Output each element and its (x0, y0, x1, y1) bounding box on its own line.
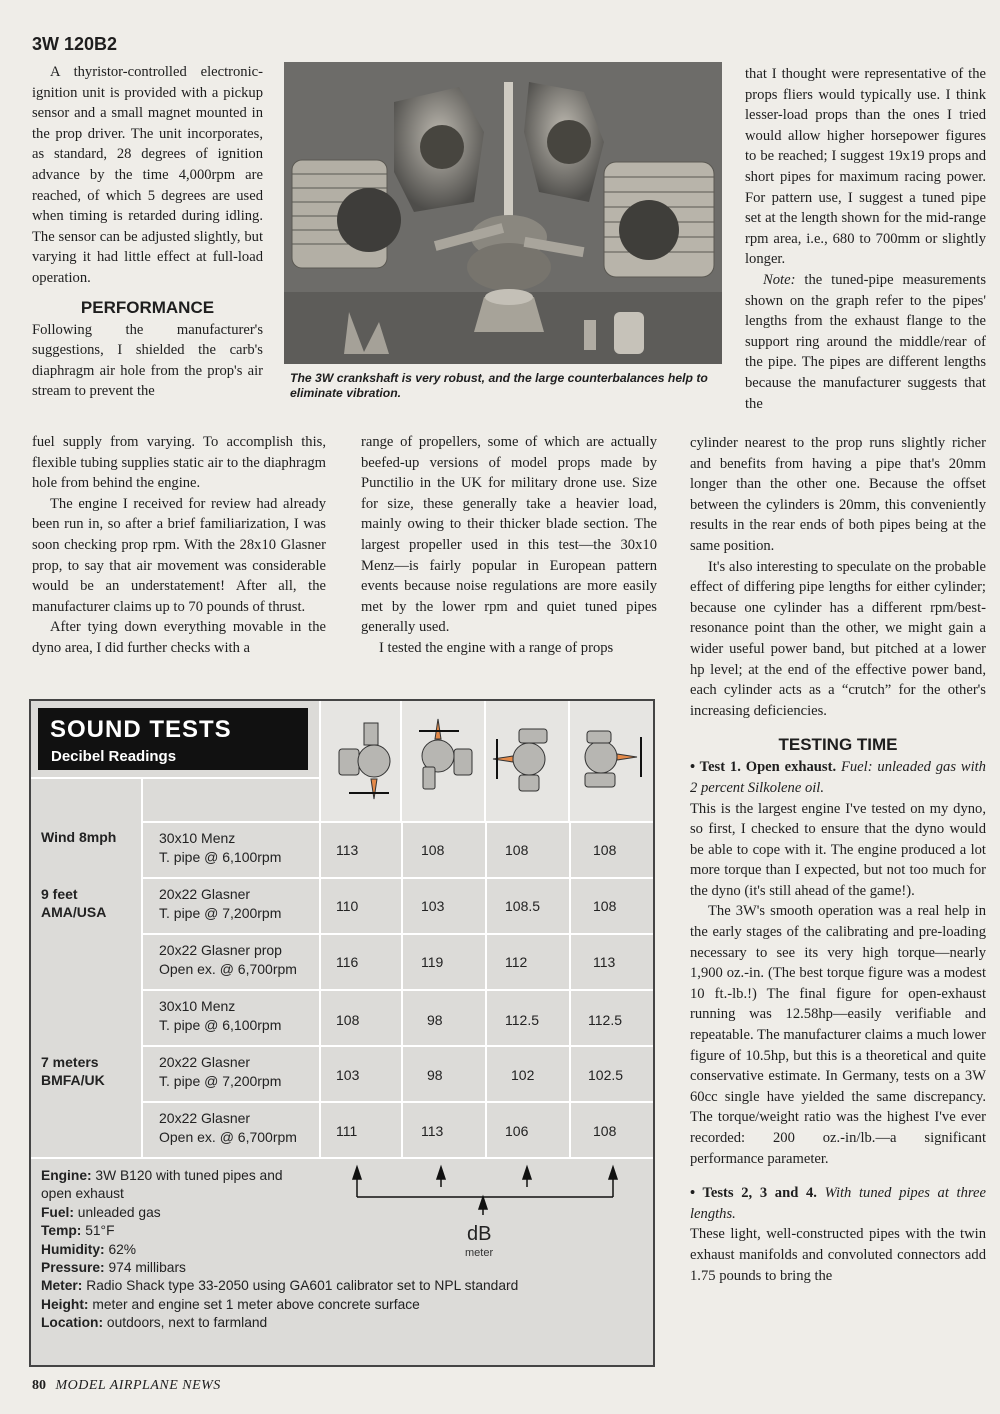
meter-label: meter (465, 1247, 494, 1259)
db-value: 111 (336, 1123, 358, 1139)
table-divider (141, 777, 143, 1157)
page-header: 3W 120B2 (32, 34, 118, 54)
sound-tests-table (29, 699, 655, 1367)
db-value: 98 (427, 1012, 443, 1028)
table-divider (141, 877, 653, 879)
paragraph: A thyristor-controlled electronic-ignition unit is provided with a pickup sensor and a small magnet mounted in the prop driver. The unit incorporates, as standard, 28 degrees of ignition advance by the time 4,000rpm are reached, of which 5 degrees are used when timing is retarded during idling. The sensor can be adjusted slightly, but varying it had little effect at full-load operation. (32, 64, 263, 286)
prop-config: 20x22 Glasner Open ex. @ 6,700rpm (159, 1110, 297, 1145)
paragraph: cylinder nearest to the prop runs slightly richer and benefits from having a pipe that's 20mm longer than the other one. Because the offset between the cylinders is 20mm, this conveniently results in the rear ends of both pipes being at the same position. (690, 435, 986, 554)
db-value: 108 (593, 842, 617, 858)
paragraph: The engine I received for review had already been run in, so after a brief familiarization, I was soon checking prop rpm. With the 28x10 Glasner prop, to say that air movement was considerable would be an understatement! After all, the manufacturer claims up to 70 pounds of thrust. (32, 495, 326, 615)
paragraph: The 3W's smooth operation was a real help in the early stages of the calibrating and pre-loading necessary to see its very high torque—nearly 1,900 oz.-in. (The best torque figure was a modest 10 ft.-lb.!) The final figure for open-exhaust running was 12.58hp—easily verifiable and repeatable. The manufacturer claims a much lower figure of 10.5hp, but this is a theoretical and quite conservative estimate. In Germany, tests on a 3W 60cc single have yielded the same discrepancy. The torque/weight ratio was the highest I've ever recorded: 200 oz.-in/lb.—a significant performance parameter. (690, 903, 986, 1167)
table-divider (141, 933, 653, 935)
db-value: 108.5 (505, 898, 541, 914)
prop-config: 20x22 Glasner T. pipe @ 7,200rpm (159, 1054, 282, 1089)
sound-tests-title-block (38, 708, 308, 770)
prop-config: 20x22 Glasner prop Open ex. @ 6,700rpm (159, 942, 297, 977)
prop-config: 30x10 Menz T. pipe @ 6,100rpm (159, 830, 282, 865)
db-value: 103 (421, 898, 445, 914)
test2-heading: • Tests 2, 3 and 4. (690, 1185, 817, 1202)
col3-bottom (690, 433, 986, 1286)
col1-bottom (32, 432, 326, 659)
paragraph: I tested the engine with a range of props (379, 639, 614, 656)
engine-position-header (319, 701, 653, 821)
db-value: 110 (336, 898, 359, 914)
paragraph: After tying down everything movable in the dyno area, I did further checks with a (32, 619, 326, 656)
db-value: 108 (593, 898, 617, 914)
paragraph: It's also interesting to speculate on the probable effect of differing pipe lengths for either cylinder; because one cylinder has a different rpm/best-resonance point than the other, we might gain a wider useful power band, but pitched at a lower hp level; at the end of the effective power band, each cylinder acts as a “crutch” for the other's increasing deficiencies. (690, 558, 986, 719)
paragraph: These light, well-constructed pipes with the twin exhaust manifolds and convoluted connectors add 1.75 pounds to bring the (690, 1226, 986, 1284)
db-value: 108 (421, 842, 445, 858)
db-label: dB (467, 1223, 492, 1245)
prop-config: 30x10 Menz T. pipe @ 6,100rpm (159, 998, 282, 1033)
db-value: 108 (505, 842, 529, 858)
engine-icon-4 (585, 731, 641, 787)
db-value: 112.5 (505, 1012, 539, 1028)
magazine-name: MODEL AIRPLANE NEWS (55, 1378, 221, 1393)
table-divider (31, 1157, 653, 1159)
table-divider (319, 701, 321, 1157)
table-divider (141, 1045, 653, 1047)
db-value: 113 (421, 1123, 444, 1139)
test1-heading: • Test 1. Open exhaust. (690, 759, 837, 776)
db-value: 113 (593, 954, 616, 970)
db-value: 112 (505, 954, 528, 970)
table-divider (141, 821, 653, 823)
table-divider (31, 777, 319, 779)
location-label: 7 meters BMFA/UK (41, 1054, 105, 1088)
db-value: 103 (336, 1067, 360, 1083)
engine-icon-2 (419, 719, 472, 789)
db-value: 98 (427, 1067, 443, 1083)
test2-subtitle: With tuned pipes at three lengths. (690, 1185, 986, 1222)
test1-fuel: Fuel: unleaded gas with 2 percent Silkolene oil. (690, 759, 986, 796)
db-value: 102.5 (588, 1067, 624, 1083)
db-value: 112.5 (588, 1012, 622, 1028)
photo-caption: The 3W crankshaft is very robust, and the large counterbalances help to eliminate vibration. (290, 371, 708, 400)
page-number: 80 (32, 1378, 46, 1393)
paragraph: that I thought were representative of the props fliers would typically use. I think lesser-load props than the ones I tried would allow higher horsepower figures to be reached; I suggest 19x19 props and short pipes for maximum racing power. For pattern use, I suggest a tuned pipe set at the length shown for the mid-range rpm area, i.e., 680 to 700mm or slightly longer. (745, 66, 986, 268)
paragraph: range of propellers, some of which are actually beefed-up versions of model props made by Punctilio in the UK for military drone use. Size for size, these generally take a heavier load, mainly owing to their thicker blade section. The largest propeller used in this test—the 30x10 Menz—is fairly popular in European pattern events because noise regulations are more easily met by the lower rpm and quiet tuned pipes generally used. (361, 434, 657, 636)
engine-icon-3 (493, 729, 547, 791)
table-divider (141, 989, 653, 991)
sound-tests-subtitle: Decibel Readings (51, 748, 177, 765)
paragraph: This is the largest engine I've tested on my dyno, so first, I checked to ensure that the dyno would be able to cope with it. The engine produced a lot more torque than I expected, but not too much for the dyno (it's still ahead of the game!). (690, 800, 986, 899)
page-footer (32, 1378, 221, 1394)
paragraph: Following the manufacturer's suggestions, I shielded the carb's diaphragm air hole from the prop's air stream to prevent the (32, 321, 263, 400)
db-value: 108 (336, 1012, 360, 1028)
db-value: 106 (505, 1123, 529, 1139)
db-value: 102 (511, 1067, 535, 1083)
db-value: 116 (336, 954, 359, 970)
location-label: Wind 8mph (41, 829, 117, 845)
paragraph: fuel supply from varying. To accomplish this, flexible tubing supplies static air to the diaphragm hole from behind the engine. (32, 434, 326, 492)
col3-top (745, 64, 986, 414)
engine-icon-1 (339, 723, 390, 799)
location-label: 9 feet AMA/USA (41, 886, 107, 920)
note-text: the tuned-pipe measurements shown on the graph refer to the pipes' lengths from the exhaust flange to the support ring around the middle/rear of the pipe. The pipes are different lengths because the manufacturer suggests that the (745, 271, 986, 412)
performance-heading: PERFORMANCE (80, 297, 215, 317)
prop-config: 20x22 Glasner T. pipe @ 7,200rpm (159, 886, 282, 921)
db-value: 113 (336, 842, 359, 858)
engine-parts-image (284, 62, 722, 364)
col1-top (32, 62, 263, 402)
testing-time-heading: TESTING TIME (778, 735, 898, 755)
engine-orientation-icons (319, 701, 653, 821)
db-value: 108 (593, 1123, 617, 1139)
col2 (361, 432, 657, 659)
sound-tests-title: SOUND TESTS (50, 716, 232, 743)
note-label: Note: (763, 271, 796, 288)
crankshaft-photo (284, 62, 722, 364)
table-divider (141, 1101, 653, 1103)
test-conditions: Engine: 3W B120 with tuned pipes and open exhaust Fuel: unleaded gas Temp: 51°F Humidity: 62% Pressure: 974 millibars Meter: Radio Shack type 33-2050 using GA601 calibrator set to NPL standard Height: meter and engine set 1 meter above concrete surface Location: outdoors, next to farmland (41, 1168, 519, 1331)
db-value: 119 (421, 954, 444, 970)
